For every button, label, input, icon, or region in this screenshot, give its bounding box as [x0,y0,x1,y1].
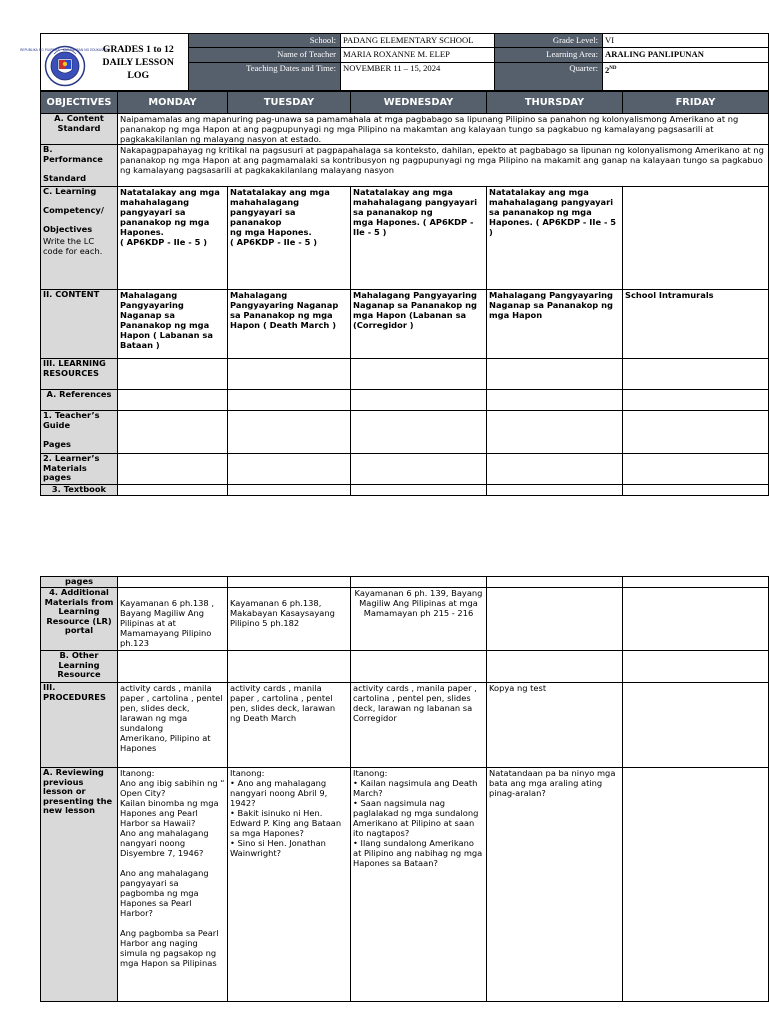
content-friday: School Intramurals [623,290,769,359]
table-row [41,651,769,683]
lc-tuesday: Natatalakay ang mga mahahalagang pangyayari sa pananakop ng mga Hapones. ( AP6KDP - IIe - 5 ) [228,187,351,290]
table-row [41,454,769,485]
grade-level-label: Grade Level: [495,34,603,48]
quarter-label: Quarter: [495,62,603,91]
reviewing-label: A. Reviewing previous lesson or presenting the new lesson [41,768,118,1002]
reviewing-thursday: Natatandaan pa ba ninyo mga bata ang mga araling ating pinag-aralan? [487,768,623,1002]
learning-area-value: ARALING PANLIPUNAN [603,48,769,62]
table-row [41,588,769,651]
content-thursday: Mahalagang Pangyayaring Naganap sa Pananakop ng mga Hapon [487,290,623,359]
table-row [41,577,769,588]
col-objectives: OBJECTIVES [41,92,118,114]
procedures-tuesday: activity cards , manila paper , cartolina , pentel pen, slides deck, larawan ng Death March [228,683,351,768]
table-row [41,359,769,390]
content-label: II. CONTENT [41,290,118,359]
content-wednesday: Mahalagang Pangyayaring Naganap sa Pananakop ng mga Hapon (Labanan sa (Corregidor ) [351,290,487,359]
lc-friday [623,187,769,290]
table-row [41,187,769,290]
deped-seal-icon [19,45,110,87]
textbook-pages-label: pages [41,577,118,588]
reviewing-friday [623,768,769,1002]
teacher-value: MARIA ROXANNE M. ELEP [341,48,495,62]
teacher-label: Name of Teacher [189,48,341,62]
col-monday: MONDAY [118,92,228,114]
references-label: A. References [41,390,118,411]
table-row [41,390,769,411]
dates-value: NOVEMBER 11 – 15, 2024 [341,62,495,91]
learning-competency-label: C. Learning Competency/ Objectives Write the LC code for each. [41,187,118,290]
learning-area-label: Learning Area: [495,48,603,62]
materials-tuesday: Kayamanan 6 ph.138, Makabayan Kasaysayang Pilipino 5 ph.182 [228,588,351,651]
learners-materials-label: 2. Learner’s Materials pages [41,454,118,485]
materials-wednesday: Kayamanan 6 ph. 139, Bayang Magiliw Ang Pilipinas at mga Mamamayan ph 215 - 216 [351,588,487,651]
school-label: School: [189,34,341,48]
content-monday: Mahalagang Pangyayaring Naganap sa Pananakop ng mga Hapon ( Labanan sa Bataan ) [118,290,228,359]
procedures-label: III. PROCEDURES [41,683,118,768]
dates-label: Teaching Dates and Time: [189,62,341,91]
col-friday: FRIDAY [623,92,769,114]
procedures-wednesday: activity cards , manila paper , cartolina , pentel pen, slides deck, larawan ng labanan sa Corregidor [351,683,487,768]
table-row [41,768,769,1002]
table-row [41,145,769,187]
performance-standard-text: Nakapagpapahayag ng kritikal na pagsusuri at pagpapahalaga sa konteksto, dahilan, epekto at pagbabago sa lipunan ng kolonyalismong Amerikano at ng pananakop ng mga Hapon at ang pagmamalaki sa kontribusyon ng pagpupunyagi ng mga Pilipino na makamit ang ganap na kalayaan tungo sa pagkabuo ng kamalayang pagsasarili at pagkakakilanlang malayang nasyon [118,145,769,187]
lc-monday: Natatalakay ang mga mahahalagang pangyayari sa pananakop ng mga Hapones. ( AP6KDP - IIe - 5 ) [118,187,228,290]
table-row [41,683,769,768]
reviewing-monday: Itanong: Ano ang ibig sabihin ng “ Open City? Kailan binomba ng mga Hapones ang Pearl Harbor sa Hawaii? Ano ang mahalagang nangyari noong Disyembre 7, 1946? Ano ang mahalagang pangyayari sa pagbomba ng mga Hapones sa Pearl Harbor? Ang pagbomba sa Pearl Harbor ang naging simula ng pagsakop ng mga Hapon sa Pilipinas [118,768,228,1002]
learning-resources-label: III. LEARNING RESOURCES [41,359,118,390]
lesson-log-table-page1 [40,91,769,496]
col-wednesday: WEDNESDAY [351,92,487,114]
svg-text:REPUBLIKA NG PILIPINAS · KAGAW: REPUBLIKA NG PILIPINAS · KAGAWARAN NG EDUKASYON [19,48,110,52]
content-tuesday: Mahalagang Pangyayaring Naganap sa Pananakop ng mga Hapon ( Death March ) [228,290,351,359]
table-row [41,411,769,454]
grade-level-value: VI [603,34,769,48]
school-value: PADANG ELEMENTARY SCHOOL [341,34,495,48]
additional-materials-label: 4. Additional Materials from Learning Resource (LR) portal [41,588,118,651]
lc-thursday: Natatalakay ang mga mahahalagang pangyayari sa pananakop ng mga Hapones. ( AP6KDP - IIe - 5 ) [487,187,623,290]
col-thursday: THURSDAY [487,92,623,114]
lc-code-note: Write the LC code for each. [43,235,103,256]
procedures-monday: activity cards , manila paper , cartolina , pentel pen, slides deck, larawan ng mga sundalong Amerikano, Pilipino at Hapones [118,683,228,768]
table-row [41,114,769,145]
table-row [41,290,769,359]
dll-title: GRADES 1 to 12 DAILY LESSON LOG [89,34,189,91]
lc-wednesday: Natatalakay ang mga mahahalagang pangyayari sa pananakop ng mga Hapones. ( AP6KDP - IIe - 5 ) [351,187,487,290]
reviewing-tuesday: Itanong: • Ano ang mahalagang nangyari noong Abril 9, 1942? • Bakit isinuko ni Hen. Edward P. King ang Bataan sa mga Hapones? • Sino si Hen. Jonathan Wainwright? [228,768,351,1002]
procedures-thursday: Kopya ng test [487,683,623,768]
materials-monday: Kayamanan 6 ph.138 , Bayang Magiliw Ang Pilipinas at at Mamamayang Pilipino ph.123 [118,588,228,651]
textbook-label: 3. Textbook [41,485,118,496]
performance-standard-label: B. Performance Standard [41,145,118,187]
procedures-friday [623,683,769,768]
table-row [41,485,769,496]
col-tuesday: TUESDAY [228,92,351,114]
deped-logo [19,34,110,91]
teachers-guide-label: 1. Teacher’s Guide Pages [41,411,118,454]
materials-friday [623,588,769,651]
lesson-log-table-page2 [40,576,769,1002]
quarter-value: 2ND [603,62,769,91]
content-standard-label: A. Content Standard [41,114,118,145]
materials-thursday [487,588,623,651]
other-resource-label: B. Other Learning Resource [41,651,118,683]
content-standard-text: Naipamamalas ang mapanuring pag-unawa sa pamamahala at mga pagbabago sa lipunang Pilipino sa panahon ng kolonyalismong Amerikano at ng pananakop ng mga Hapon at ang pagpupunyagi ng mga Pilipino na makamtan ang kalayaan tungo sa pagkabuo ng kamalayang pagsasarili at pagkakakilanlan ng malayang nasyon at estado. [118,114,769,145]
reviewing-wednesday: Itanong: • Kailan nagsimula ang Death March? • Saan nagsimula nag paglalakad ng mga sundalong Amerikano at Pilipino at saan ito nagtapos? • Ilang sundalong Amerikano at Pilipino ang nabihag ng mga Hapones sa Bataan? [351,768,487,1002]
dll-header [19,33,769,91]
